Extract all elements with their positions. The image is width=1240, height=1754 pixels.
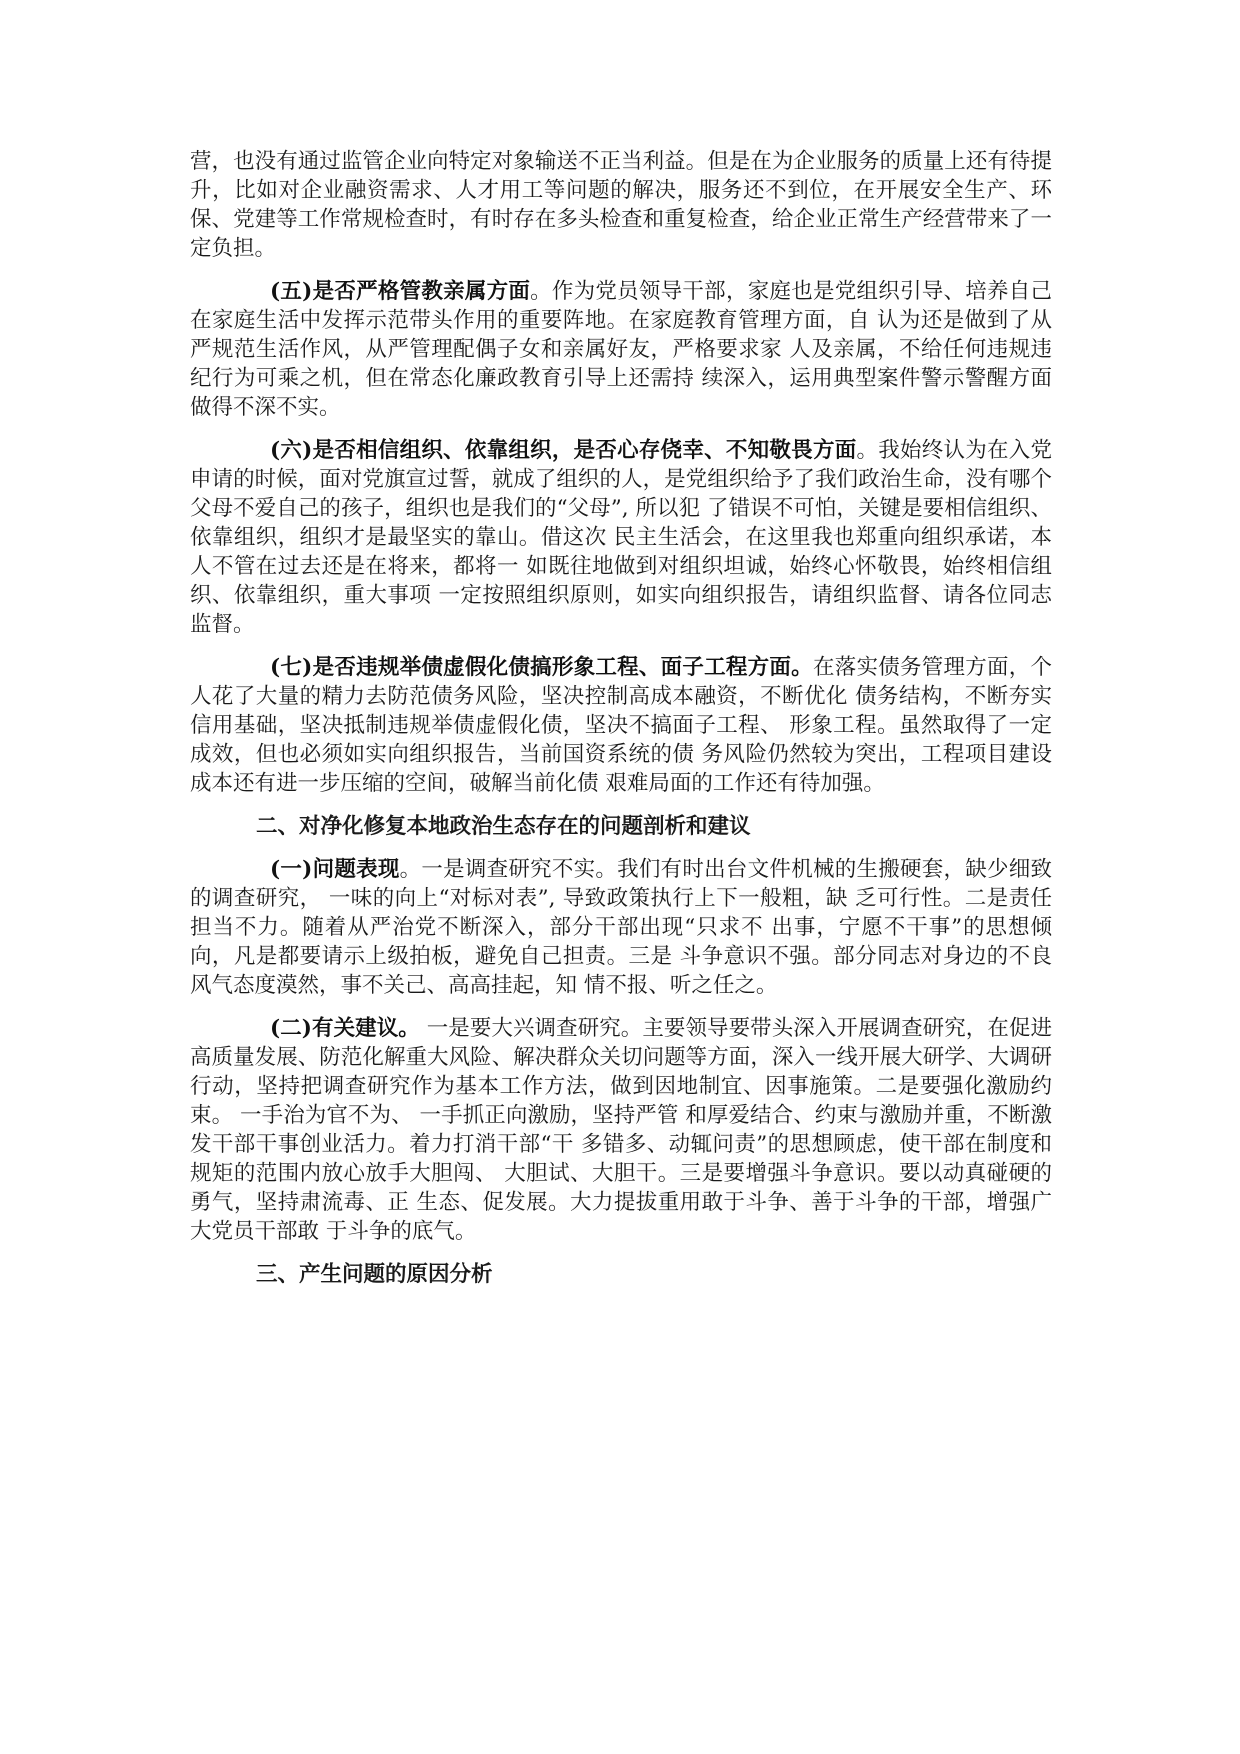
section-title-7: (七)是否违规举债虚假化债搞形象工程、面子工程方面。	[270, 655, 813, 680]
paragraph-text: 一是要大兴调查研究。主要领导要带头深入开展调查研究，在促进高质量发展、防范化解重大风险、解决群众关切问题等方面，深入一线开展大研学、大调研行动，坚持把调查研究作为基本工作方法，做到因地制宜、因事施策。二是要强化激励约束。 一手治为官不为、 一手抓正向激励，坚持严管 和厚爱结合、约束与激励并重，不断激发干部干事创业活力。着力打消干部“干 多错多、动辄问责”的思想顾虑，使干部在制度和规矩的范围内放心放手大胆闯、 大胆试、大胆干。三是要增强斗争意识。要以动真碰硬的勇气，坚持肃流毒、正 生态、促发展。大力提拔重用敢于斗争、善于斗争的干部，增强广大党员干部敢 于斗争的底气。	[190, 1016, 1052, 1244]
section-title-6: (六)是否相信组织、依靠组织，是否心存侥幸、不知敬畏方面	[270, 438, 857, 463]
paragraph-suggestions	[190, 1014, 1052, 1246]
heading-section-3: 三、产生问题的原因分析	[256, 1262, 493, 1287]
paragraph-problem-manifestation	[190, 855, 1052, 1000]
paragraph-enterprise-service	[190, 147, 1052, 263]
document-body	[190, 147, 1052, 1303]
paragraph-text: 在落实债务管理方面，个人花了大量的精力去防范债务风险，坚决控制高成本融资，不断优化 债务结构，不断夯实信用基础，坚决抵制违规举债虚假化债，坚决不搞面子工程、 形象工程。虽然取得了一定成效，但也必须如实向组织报告，当前国资系统的债 务风险仍然较为突出，工程项目建设成本还有进一步压缩的空间，破解当前化债 艰难局面的工作还有待加强。	[190, 655, 1052, 796]
paragraph-text: 。一是调查研究不实。我们有时出台文件机械的生搬硬套，缺少细致的调查研究， 一味的向上“对标对表”, 导致政策执行上下一般粗，缺 乏可行性。二是责任担当不力。随着从严治党不断深入，部分干部出现“只求不 出事，宁愿不干事”的思想倾向，凡是都要请示上级拍板，避免自己担责。三是 斗争意识不强。部分同志对身边的不良风气态度漠然，事不关己、高高挂起，知 情不报、听之任之。	[190, 857, 1052, 998]
paragraph-text: 。我始终认为在入党申请的时候，面对党旗宣过誓，就成了组织的人，是党组织给予了我们政治生命，没有哪个父母不爱自己的孩子，组织也是我们的“父母”, 所以犯 了错误不可怕，关键是要相信组织、依靠组织，组织才是最坚实的靠山。借这次 民主生活会，在这里我也郑重向组织承诺，本人不管在过去还是在将来，都将一 如既往地做到对组织坦诚，始终心怀敬畏，始终相信组织、依靠组织，重大事项 一定按照组织原则，如实向组织报告，请组织监督、请各位同志监督。	[190, 438, 1052, 637]
paragraph-text: 。作为党员领导干部，家庭也是党组织引导、培养自己在家庭生活中发挥示范带头作用的重要阵地。在家庭教育管理方面，自 认为还是做到了从严规范生活作风，从严管理配偶子女和亲属好友，严格要求家 人及亲属，不给任何违规违纪行为可乘之机，但在常态化廉政教育引导上还需持 续深入，运用典型案件警示警醒方面做得不深不实。	[190, 279, 1052, 420]
paragraph-text: 营，也没有通过监管企业向特定对象输送不正当利益。但是在为企业服务的质量上还有待提升，比如对企业融资需求、人才用工等问题的解决，服务还不到位，在开展安全生产、环保、党建等工作常规检查时，有时存在多头检查和重复检查，给企业正常生产经营带来了一定负担。	[190, 149, 1052, 261]
paragraph-debt-management	[190, 653, 1052, 798]
section-title-5: (五)是否严格管教亲属方面	[270, 279, 531, 304]
paragraph-family-discipline	[190, 277, 1052, 422]
subsection-title-1: (一)问题表现	[270, 857, 400, 882]
subsection-title-2: (二)有关建议。	[270, 1016, 420, 1041]
paragraph-trust-organization	[190, 436, 1052, 639]
heading-section-2: 二、对净化修复本地政治生态存在的问题剖析和建议	[256, 814, 751, 839]
